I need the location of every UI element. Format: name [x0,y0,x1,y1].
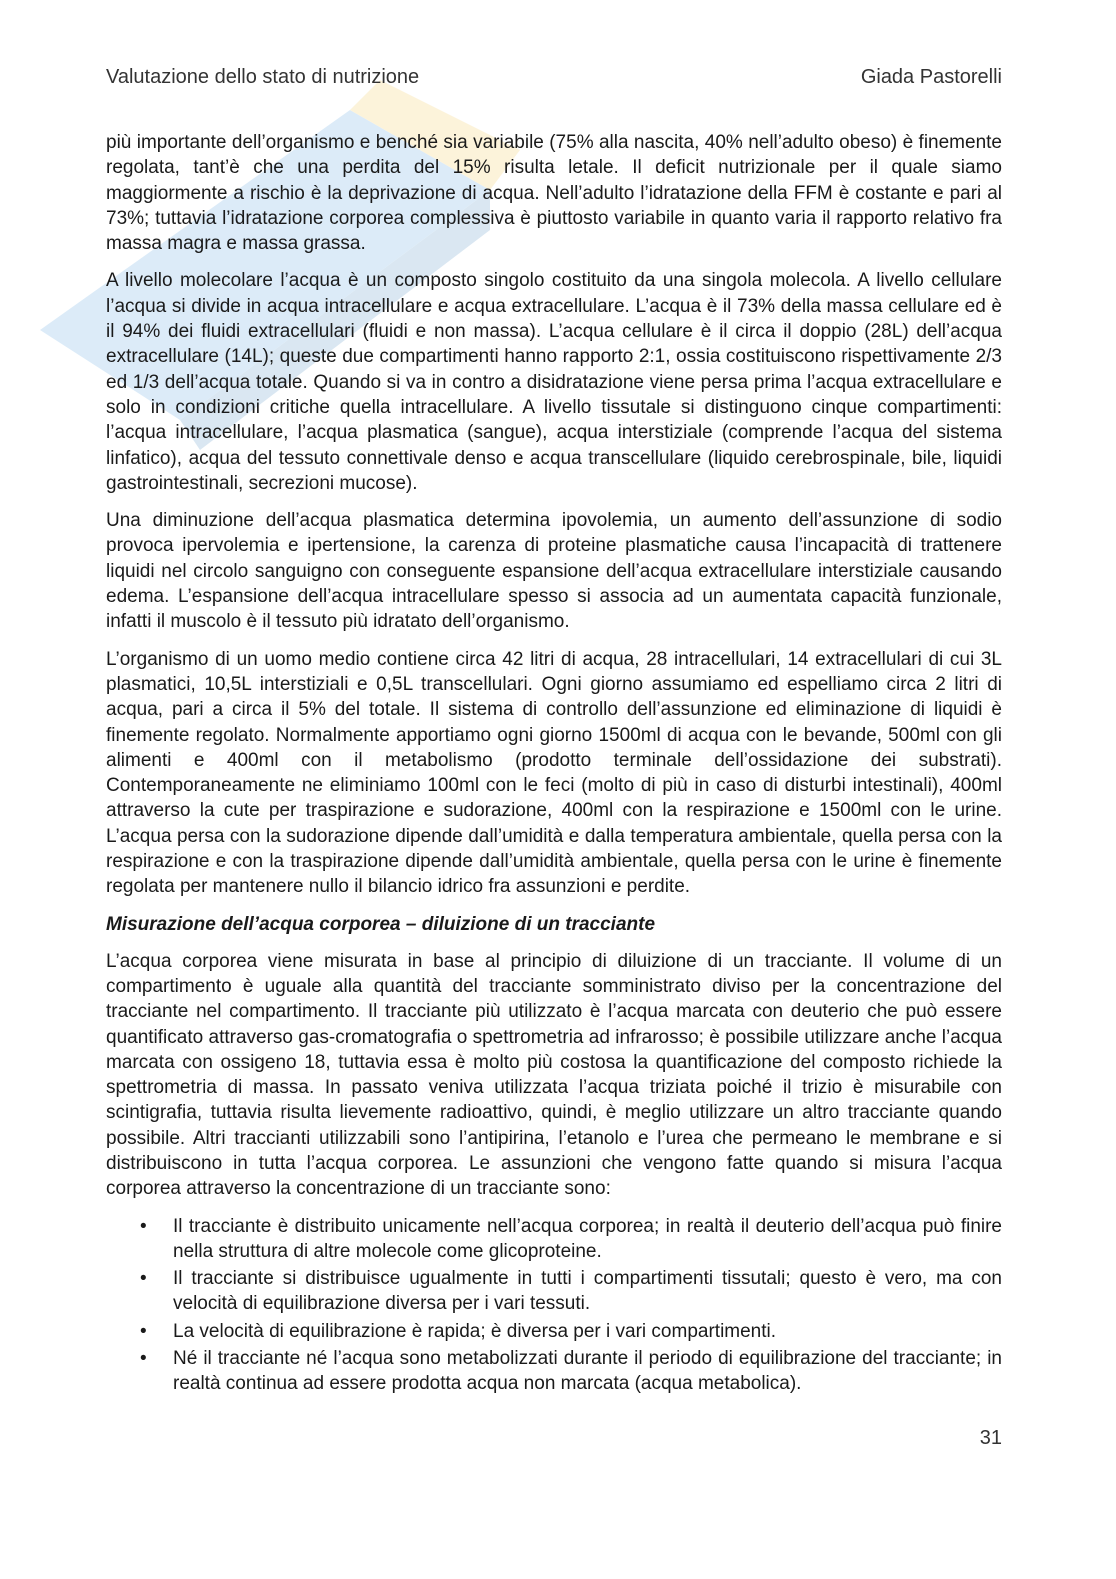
page-body [106,130,1002,1399]
list-item [106,1346,1002,1397]
list-item [106,1319,1002,1344]
header-author: Giada Pastorelli [860,66,1002,88]
bullet-icon: • [140,1215,147,1237]
list-item-text: Né il tracciante né l’acqua sono metabolizzati durante il periodo di equilibrazione del tracciante; in realtà continua ad essere prodotta acqua non marcata (acqua metabolica). [173,1348,1002,1395]
paragraph: più importante dell’organismo e benché sia variabile (75% alla nascita, 40% nell’adulto obeso) è finemente regolata, tant’è che una perdita del 15% risulta letale. Il deficit nutrizionale per il quale siamo maggiormente a rischio è la deprivazione di acqua. Nell’adulto l’idratazione della FFM è costante e pari al 73%; tuttavia l’idratazione corporea complessiva è piuttosto variabile in quanto varia il rapporto relativo fra massa magra e massa grassa. [106,132,1002,255]
bullet-icon: • [140,1268,147,1290]
header-title: Valutazione dello stato di nutrizione [106,66,420,88]
list-item-text: La velocità di equilibrazione è rapida; è diversa per i vari compartimenti. [173,1320,777,1342]
bullet-icon: • [140,1348,147,1370]
list-item [106,1214,1002,1265]
paragraph: L’acqua corporea viene misurata in base al principio di diluizione di un tracciante. Il volume di un compartimento è uguale alla quantità del tracciante somministrato diviso per la concentrazione del tracciante nel compartimento. Il tracciante più utilizzato è l’acqua marcata con deuterio che può essere quantificato attraverso gas-cromatografia o spettrometria ad infrarosso; è possibile utilizzare anche l’acqua marcata con ossigeno 18, tuttavia essa è molto più costosa la quantificazione del composto richiede la spettrometria di massa. In passato veniva utilizzata l’acqua triziata poiché il trizio è misurabile con scintigrafia, tuttavia risulta lievemente radioattivo, quindi, è meglio utilizzare un altro tracciante quando possibile. Altri traccianti utilizzabili sono l’antipirina, l’etanolo e l’urea che permeano le membrane e si distribuiscono in tutta l’acqua corporea. Le assunzioni che vengono fatte quando si misura l’acqua corporea attraverso la concentrazione di un tracciante sono: [106,950,1002,1200]
bullet-icon: • [140,1320,147,1342]
assumptions-list [106,1214,1002,1397]
list-item-text: Il tracciante è distribuito unicamente nell’acqua corporea; in realtà il deuterio dell’acqua può finire nella struttura di altre molecole come glicoproteine. [173,1215,1002,1262]
paragraph: Una diminuzione dell’acqua plasmatica determina ipovolemia, un aumento dell’assunzione di sodio provoca ipervolemia e ipertensione, la carenza di proteine plasmatiche causa l’incapacità di trattenere liquidi nel circolo sanguigno con conseguente espansione dell’acqua extracellulare interstiziale causando edema. L’espansione dell’acqua intracellulare spesso si associa ad un aumentata capacità funzionale, infatti il muscolo è il tessuto più idratato dell’organismo. [106,510,1002,633]
list-item-text: Il tracciante si distribuisce ugualmente in tutti i compartimenti tissutali; questo è vero, ma con velocità di equilibrazione diversa per i vari tessuti. [173,1268,1002,1315]
paragraph: A livello molecolare l’acqua è un composto singolo costituito da una singola molecola. A livello cellulare l’acqua si divide in acqua intracellulare e acqua extracellulare. L’acqua è il 73% della massa cellulare ed è il 94% dei fluidi extracellulari (fluidi e non massa). L’acqua cellulare è il circa il doppio (28L) dell’acqua extracellulare (14L); queste due compartimenti hanno rapporto 2:1, ossia costituiscono rispettivamente 2/3 ed 1/3 dell’acqua totale. Quando si va in contro a disidratazione viene persa prima l’acqua extracellulare e solo in condizioni critiche quella intracellulare. A livello tissutale si distinguono cinque compartimenti: l’acqua intracellulare, l’acqua plasmatica (sangue), acqua interstiziale (comprende l’acqua del sistema linfatico), acqua del tessuto connettivale denso e acqua transcellulare (liquido cerebrospinale, bile, liquidi gastrointestinali, secrezioni mucose). [106,270,1002,494]
page-header [106,66,1002,94]
list-item [106,1266,1002,1317]
section-heading: Misurazione dell’acqua corporea – diluizione di un tracciante [106,913,656,935]
paragraph: L’organismo di un uomo medio contiene circa 42 litri di acqua, 28 intracellulari, 14 extracellulari di cui 3L plasmatici, 10,5L interstiziali e 0,5L transcellulari. Ogni giorno assumiamo ed espelliamo circa 2 litri di acqua, pari a circa il 5% del totale. Il sistema di controllo dell’assunzione ed eliminazione di liquidi è finemente regolato. Normalmente apportiamo ogni giorno 1500ml di acqua con le bevande, 500ml con gli alimenti e 400ml con il metabolismo (prodotto terminale dell’ossidazione dei substrati). Contemporaneamente ne eliminiamo 100ml con le feci (molto di più in caso di disturbi intestinali), 400ml attraverso la cute per traspirazione e sudorazione, 400ml con la respirazione e 1500ml con le urine. L’acqua persa con la sudorazione dipende dall’umidità e dalla temperatura ambientale, quella persa con la respirazione e con la traspirazione dipende dall’umidità ambientale, quella persa con le urine è finemente regolata per mantenere nullo il bilancio idrico fra assunzioni e perdite. [106,648,1002,898]
page-number: 31 [979,1427,1002,1449]
